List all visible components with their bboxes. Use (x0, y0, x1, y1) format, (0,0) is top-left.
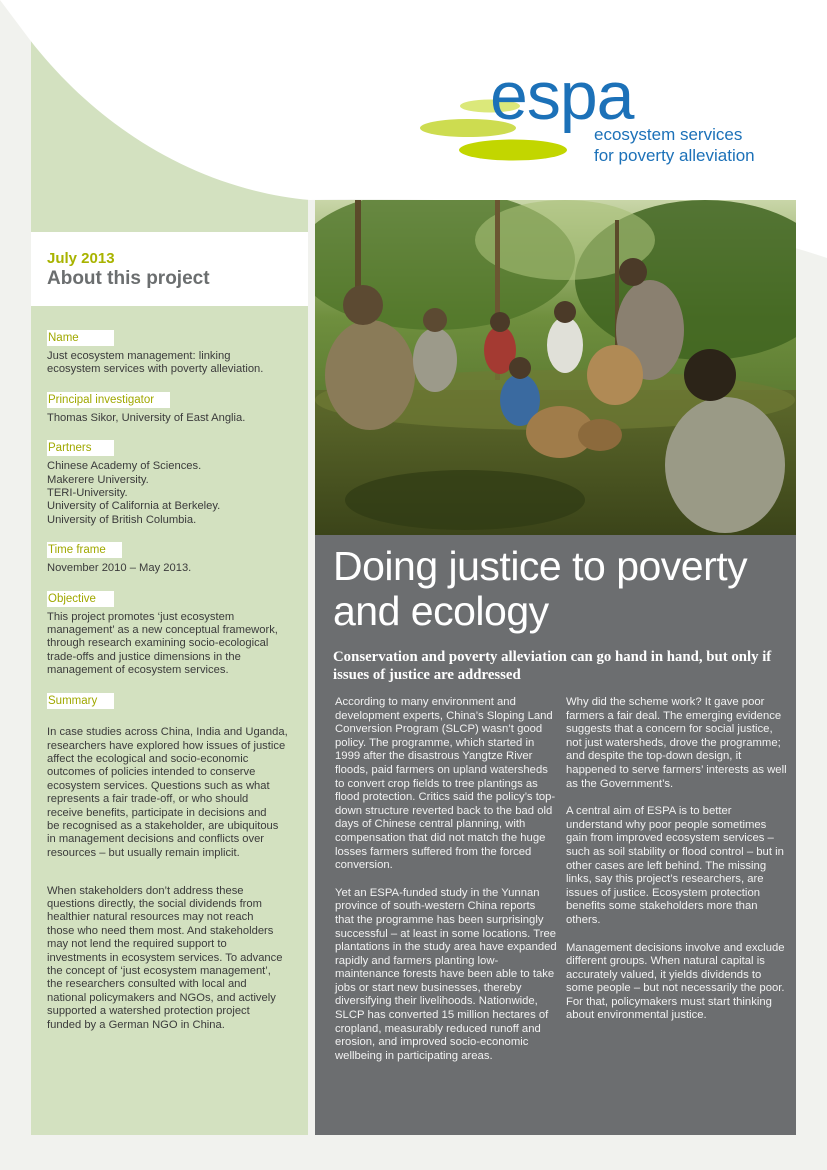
section-text: Just ecosystem management: linking ecosystem services with poverty alleviation. (47, 350, 264, 376)
section-label: Summary (47, 693, 114, 709)
article-column-1 (335, 696, 557, 1077)
section-label: Time frame (47, 542, 122, 558)
section-label: Partners (47, 440, 114, 456)
article-headline: Doing justice to poverty and ecology (333, 543, 748, 634)
summary-paragraph: In case studies across China, India and Uganda, researchers have explored how issues of justice affect the ecological and socio-economic outcomes of policies intended to conserve ecosystem services. Questions such as what represents a fair trade-off, or who should receive benefits, participate in decisions and be recognised as a stakeholder, are ubiquitous in management decisions and conflicts over resources – but usually remain implicit. (47, 726, 288, 859)
sidebar-heading: About this project (47, 268, 210, 289)
article-paragraph: A central aim of ESPA is to better understand why poor people sometimes gain from improved ecosystem services – such as soil stability or flood control – but in other cases are left behind. The missing links, say this project’s researchers, are issues of justice. Ecosystem protection benefits some stakeholders more than others. (566, 805, 784, 926)
section-summary (47, 691, 305, 1057)
section-objective (47, 589, 305, 678)
summary-paragraph: When stakeholders don’t address these questions directly, the social dividends from healthier natural resources may not reach those who need them most. And stakeholders may not lend the required support to investments in ecosystem services. To advance the concept of ‘just ecosystem management’, the researchers consulted with local and national policymakers and NGOs, and actively supported a watershed protection project funded by a German NGO in China. (47, 884, 283, 1031)
article-paragraph: Management decisions involve and exclude different groups. When natural capital is accurately valued, it yields dividends to some people – but not necessarily the poor. For that, policymakers must start thinking about environmental justice. (566, 941, 785, 1022)
section-label: Principal investigator (47, 392, 170, 408)
section-text: November 2010 – May 2013. (47, 562, 192, 575)
article-paragraph: Yet an ESPA-funded study in the Yunnan province of south-western China reports that the programme has been surprisingly successful – at least in some locations. Tree plantations in the study area have expanded rapidly and farmers planting low-maintenance forests have been able to take jobs or start new businesses, thereby diversifying their livelihoods. Nationwide, SLCP has converted 15 million hectares of cropland, measurably reduced runoff and erosion, and improved socio-economic wellbeing in participating areas. (335, 886, 557, 1062)
article-subheadline: Conservation and poverty alleviation can go hand in hand, but only if issues of justice are addressed (333, 649, 772, 683)
section-text: Chinese Academy of Sciences. Makerere University. TERI-University. University of California at Berkeley. University of British Columbia. (47, 460, 221, 526)
article-column-2 (566, 696, 788, 1037)
section-time-frame (47, 540, 305, 575)
article-paragraph: According to many environment and development experts, China’s Sloping Land Conversion Program (SLCP) wasn’t good policy. The programme, which started in 1999 after the disastrous Yangtze River floods, paid farmers on upland watersheds to convert crop fields to tree plantings as flood protection. Critics said the policy’s top-down structure reverted back to the bad old days of Chinese central planning, with compensation that did not match the huge losses farmers suffered from the forced conversion. (335, 696, 556, 872)
section-text: This project promotes ‘just ecosystem management’ as a new conceptual framework, through research examining socio-ecological trade-offs and justice dimensions in the management of ecosystem services. (47, 610, 278, 677)
section-label: Name (47, 330, 114, 346)
section-label: Objective (47, 591, 114, 607)
project-details (47, 328, 305, 1069)
section-partners (47, 438, 305, 527)
issue-date: July 2013 (47, 250, 115, 267)
article-paragraph: Why did the scheme work? It gave poor farmers a fair deal. The emerging evidence suggests that a concern for social justice, not just watersheds, drove the programme; and despite the top-down design, it happened to serve farmers’ interests as well as the Government’s. (566, 696, 787, 790)
section-text (47, 713, 305, 1057)
section-name (47, 328, 305, 377)
logo-wordmark: espa (490, 58, 634, 134)
section-principal-investigator (47, 390, 305, 425)
logo-tagline-line1: ecosystem services (594, 125, 743, 144)
forest-workers-photo (315, 200, 796, 535)
logo-tagline-line2: for poverty alleviation (594, 146, 755, 165)
section-text: Thomas Sikor, University of East Anglia. (47, 411, 246, 424)
